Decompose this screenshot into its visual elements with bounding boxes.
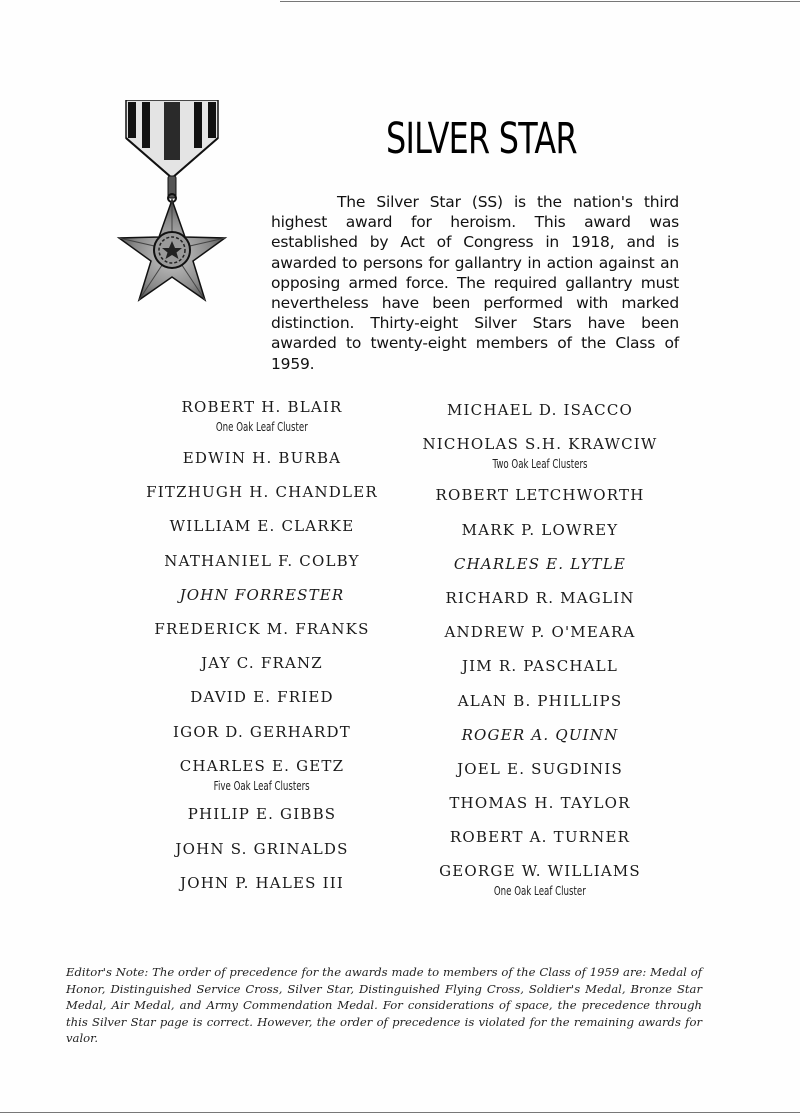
recipient-name: JIM R. PASCHALL xyxy=(461,657,619,675)
intro-paragraph: The Silver Star (SS) is the nation's third highest award for heroism. This award was established by Act of Congress in 1918, and is awarded to persons for gallantry in action against an opposing armed force. The required gallantry must nevertheless have been performed with marked distinction. Thirty-eight Silver Stars have been awarded to twenty-eight members of the Class of 1959. xyxy=(271,193,679,373)
list-item xyxy=(140,654,384,672)
recipient-name: JOEL E. SUGDINIS xyxy=(457,760,623,778)
list-item xyxy=(140,723,384,741)
list-item xyxy=(140,757,384,794)
list-item xyxy=(140,620,384,638)
list-item xyxy=(140,586,384,604)
cluster-note: Five Oak Leaf Clusters xyxy=(213,779,310,793)
list-item xyxy=(412,760,668,778)
list-item xyxy=(140,517,384,535)
list-item xyxy=(412,401,668,419)
page-title: SILVER STAR xyxy=(386,114,577,164)
recipient-name: ALAN B. PHILLIPS xyxy=(457,692,623,710)
list-item xyxy=(140,398,384,435)
recipient-name: PHILIP E. GIBBS xyxy=(187,805,337,823)
scan-line-bottom xyxy=(0,1112,800,1113)
list-item xyxy=(412,623,668,641)
recipient-name: WILLIAM E. CLARKE xyxy=(169,517,355,535)
recipient-name: ROBERT A. TURNER xyxy=(449,828,631,846)
list-item xyxy=(412,589,668,607)
recipient-name: ROGER A. QUINN xyxy=(461,726,619,744)
list-item xyxy=(412,726,668,744)
list-item xyxy=(412,435,668,472)
list-item xyxy=(140,483,384,501)
list-item xyxy=(412,828,668,846)
recipient-name: EDWIN H. BURBA xyxy=(182,449,342,467)
list-item xyxy=(412,862,668,899)
recipient-name: ANDREW P. O'MEARA xyxy=(444,623,636,641)
recipient-name: CHARLES E. GETZ xyxy=(179,757,345,775)
cluster-note: One Oak Leaf Cluster xyxy=(494,884,586,898)
list-item xyxy=(412,521,668,539)
recipient-name: JOHN S. GRINALDS xyxy=(175,840,349,858)
list-item xyxy=(412,692,668,710)
list-item xyxy=(412,794,668,812)
recipient-name: RICHARD R. MAGLIN xyxy=(445,589,635,607)
list-item xyxy=(140,552,384,570)
list-item xyxy=(412,657,668,675)
list-item xyxy=(140,805,384,823)
recipient-name: THOMAS H. TAYLOR xyxy=(449,794,631,812)
scan-line-top xyxy=(280,1,800,2)
recipient-name: MARK P. LOWREY xyxy=(461,521,619,539)
recipient-name: JOHN FORRESTER xyxy=(179,586,345,604)
editor-note: Editor's Note: The order of precedence for the awards made to members of the Class of 1959 are: Medal of Honor, Distinguished Service Cross, Silver Star, Distinguished Flying Cross, Soldier's Medal, Bronze Star Medal, Air Medal, and Army Commendation Medal. For considerations of space, the precedence through this Silver Star page is correct. However, the order of precedence is violated for the remaining awards for valor. xyxy=(66,965,702,1046)
recipient-name: IGOR D. GERHARDT xyxy=(173,723,351,741)
silver-star-medal-icon xyxy=(112,100,232,312)
recipient-name: NATHANIEL F. COLBY xyxy=(164,552,360,570)
recipient-name: GEORGE W. WILLIAMS xyxy=(439,862,641,880)
recipient-name: CHARLES E. LYTLE xyxy=(453,555,627,573)
list-item xyxy=(140,874,384,892)
list-item xyxy=(412,486,668,504)
recipient-name: ROBERT H. BLAIR xyxy=(181,398,343,416)
recipient-name: DAVID E. FRIED xyxy=(190,688,334,706)
list-item xyxy=(140,688,384,706)
list-item xyxy=(140,840,384,858)
recipient-name: FREDERICK M. FRANKS xyxy=(154,620,370,638)
cluster-note: One Oak Leaf Cluster xyxy=(216,420,308,434)
recipient-name: ROBERT LETCHWORTH xyxy=(435,486,645,504)
list-item xyxy=(412,555,668,573)
recipient-name: JOHN P. HALES III xyxy=(180,874,344,892)
cluster-note: Two Oak Leaf Clusters xyxy=(492,457,588,471)
recipient-name: FITZHUGH H. CHANDLER xyxy=(146,483,378,501)
recipient-name: JAY C. FRANZ xyxy=(201,654,323,672)
list-item xyxy=(140,449,384,467)
recipient-name: MICHAEL D. ISACCO xyxy=(446,401,634,419)
recipient-name: NICHOLAS S.H. KRAWCIW xyxy=(422,435,658,453)
